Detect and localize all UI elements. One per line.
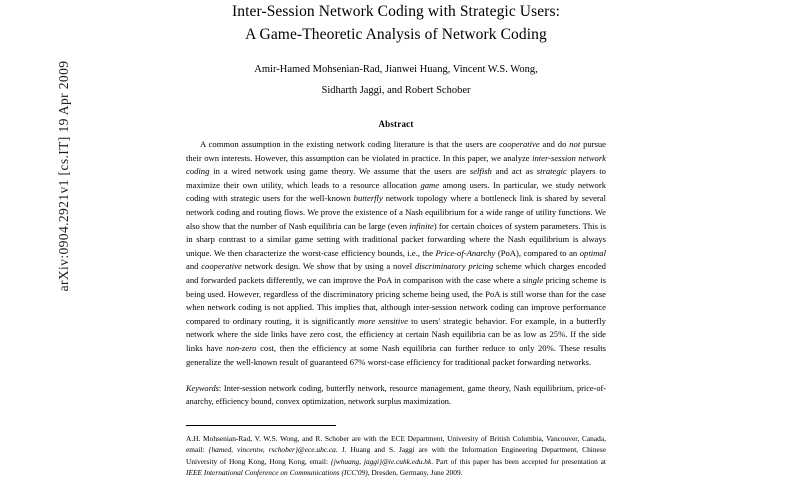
footnote-divider: [186, 425, 336, 426]
author-line-1: Amir-Hamed Mohsenian-Rad, Jianwei Huang, Vincent W.S. Wong,: [254, 64, 538, 75]
keywords-text: : Inter-session network coding, butterfly network, resource management, game theory, Nash equilibrium, price-of-anarchy, efficiency bound, convex optimization, network surplus maximization.: [186, 384, 606, 407]
author-list: [186, 61, 606, 99]
paper-content-column: [186, 0, 606, 479]
arxiv-identifier-stamp: arXiv:0904.2921v1 [cs.IT] 19 Apr 2009: [56, 60, 71, 292]
keywords-line: [186, 382, 606, 408]
title-line-2: A Game-Theoretic Analysis of Network Coding: [245, 26, 547, 43]
page-title: [186, 2, 606, 45]
affiliation-footnote: A.H. Mohsenian-Rad, V. W.S. Wong, and R. Schober are with the ECE Department, University of British Columbia, Vancouver, Canada, email: {hamed, vincentw, rschober}@ece.ubc.ca. J. Huang and S. Jaggi are with the Information Engineering Department, Chinese University of Hong Kong, Hong Kong, email: {jwhuang, jaggi}@ie.cuhk.edu.hk. Part of this paper has been accepted for presentation at IEEE International Conference on Communications (ICC'09), Dresden, Germany, June 2009.: [186, 433, 606, 478]
author-line-2: Sidharth Jaggi, and Robert Schober: [321, 85, 471, 96]
keywords-label: Keywords: [186, 384, 219, 394]
abstract-paragraph: A common assumption in the existing network coding literature is that the users are cooperative and do not pursue their own interests. However, this assumption can be violated in practice. In this paper, we analyze inter-session network coding in a wired network using game theory. We assume that the users are selfish and act as strategic players to maximize their own utility, which leads to a resource allocation game among users. In particular, we study network coding with strategic users for the well-known butterfly network topology where a bottleneck link is shared by several network coding and routing flows. We prove the existence of a Nash equilibrium for a wide range of utility functions. We also show that the number of Nash equilibria can be large (even infinite) for certain choices of system parameters. This is in sharp contrast to a similar game setting with traditional packet forwarding where the Nash equilibrium is always unique. We then characterize the worst-case efficiency bounds, i.e., the Price-of-Anarchy (PoA), compared to an optimal and cooperative network design. We show that by using a novel discriminatory pricing scheme which charges encoded and forwarded packets differently, we can improve the PoA in comparison with the case where a single pricing scheme is being used. However, regardless of the discriminatory pricing scheme being used, the PoA is still worse than for the case when network coding is not applied. This implies that, although inter-session network coding can improve performance compared to ordinary routing, it is significantly more sensitive to users' strategic behavior. For example, in a butterfly network where the side links have zero cost, the efficiency at certain Nash equilibria can be as low as 25%. If the side links have non-zero cost, then the efficiency at some Nash equilibria can further reduce to only 20%. These results generalize the well-known result of guaranteed 67% worst-case efficiency for traditional packet forwarding networks.: [186, 139, 606, 367]
abstract-heading: Abstract: [378, 119, 414, 129]
title-line-1: Inter-Session Network Coding with Strategic Users:: [232, 3, 560, 20]
